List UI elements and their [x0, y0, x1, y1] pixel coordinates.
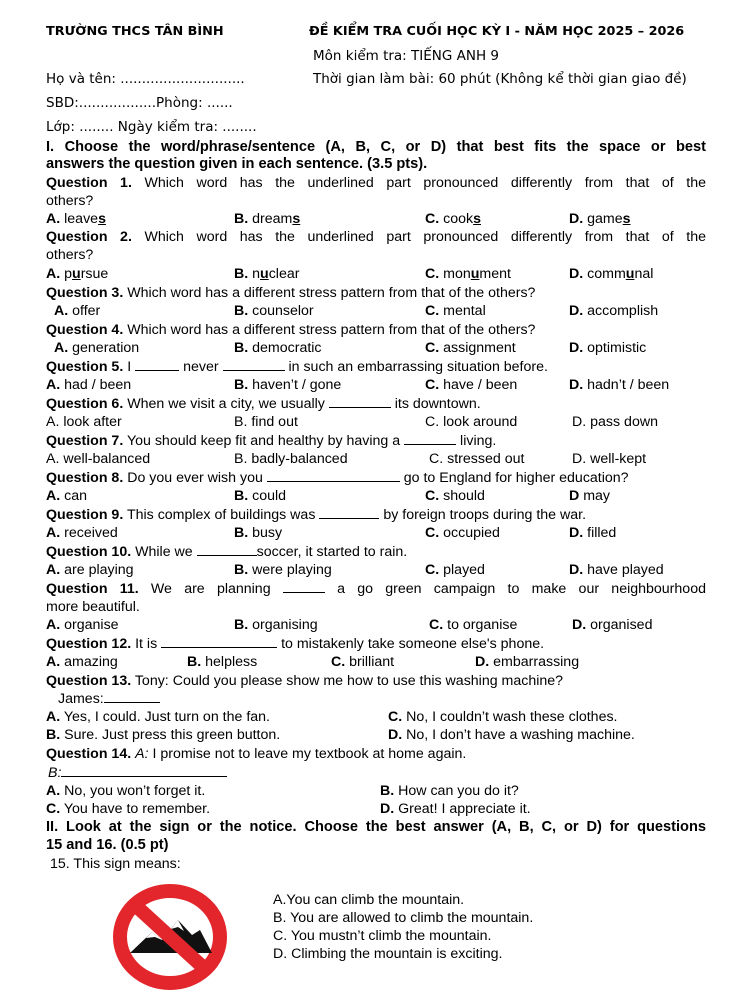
time-line: Thời gian làm bài: 60 phút (Không kể thời gian giao đề): [313, 71, 687, 87]
q8-option-b[interactable]: B. could: [234, 488, 287, 504]
q7-option-b[interactable]: B. badly-balanced: [234, 451, 348, 467]
blank: [135, 369, 179, 371]
q10-option-a[interactable]: A. are playing: [46, 562, 134, 578]
blank: [267, 480, 400, 482]
exam-title: ĐỀ KIỂM TRA CUỐI HỌC KỲ I - NĂM HỌC 2025 – 2026: [309, 24, 685, 39]
blank: [104, 701, 160, 703]
q9-option-a[interactable]: A. received: [46, 525, 118, 541]
q14-option-d[interactable]: D. Great! I appreciate it.: [380, 801, 531, 817]
question-5: Question 5. I never in such an embarrassing situation before.: [46, 359, 548, 375]
q2-option-c[interactable]: C. monument: [425, 266, 511, 282]
q15-option-b[interactable]: B. You are allowed to climb the mountain.: [273, 910, 534, 926]
class-field: Lớp: ........ Ngày kiểm tra: ........: [46, 119, 257, 135]
q7-option-c[interactable]: C. stressed out: [429, 451, 525, 467]
question-13-reply: James:: [58, 690, 718, 708]
blank: [329, 406, 391, 408]
q6-option-a[interactable]: A. look after: [46, 414, 122, 430]
q13-option-c[interactable]: C. No, I couldn’t wash these clothes.: [388, 709, 618, 725]
q1-option-d[interactable]: D. games: [569, 211, 631, 227]
question-7: Question 7. You should keep fit and healthy by having a living.: [46, 433, 497, 449]
q15-option-c[interactable]: C. You mustn’t climb the mountain.: [273, 928, 492, 944]
question-1: Question 1. Which word has the underlined part pronounced differently from that of the: [46, 175, 706, 191]
subject-line: Môn kiểm tra: TIẾNG ANH 9: [313, 48, 500, 64]
q1-option-c[interactable]: C. cooks: [425, 211, 481, 227]
q5-option-c[interactable]: C. have / been: [425, 377, 518, 393]
q6-option-d[interactable]: D. pass down: [572, 414, 658, 430]
q11-option-c[interactable]: C. to organise: [429, 617, 518, 633]
q5-option-b[interactable]: B. haven’t / gone: [234, 377, 342, 393]
q11-option-b[interactable]: B. organising: [234, 617, 318, 633]
section2-title-line1: II. Look at the sign or the notice. Choose the best answer (A, B, C, or D) for questions: [46, 819, 706, 835]
blank: [223, 369, 285, 371]
blank: [61, 775, 227, 777]
q4-option-d[interactable]: D. optimistic: [569, 340, 647, 356]
section1-title-line1: I. Choose the word/phrase/sentence (A, B, C, or D) that best fits the space or best: [46, 139, 706, 155]
q11-option-a[interactable]: A. organise: [46, 617, 119, 633]
q12-option-c[interactable]: C. brilliant: [331, 654, 395, 670]
q5-option-a[interactable]: A. had / been: [46, 377, 132, 393]
q10-option-d[interactable]: D. have played: [569, 562, 664, 578]
q8-option-c[interactable]: C. should: [425, 488, 485, 504]
q6-option-b[interactable]: B. find out: [234, 414, 298, 430]
q15-option-d[interactable]: D. Climbing the mountain is exciting.: [273, 946, 503, 962]
q9-option-b[interactable]: B. busy: [234, 525, 283, 541]
blank: [319, 517, 379, 519]
blank: [404, 443, 456, 445]
question-14: Question 14. A: I promise not to leave my textbook at home again.: [46, 746, 467, 762]
q14-option-b[interactable]: B. How can you do it?: [380, 783, 519, 799]
question-3: Question 3. Which word has a different stress pattern from that of the others?: [46, 285, 536, 301]
q13-option-d[interactable]: D. No, I don’t have a washing machine.: [388, 727, 635, 743]
q4-option-b[interactable]: B. democratic: [234, 340, 322, 356]
blank: [161, 646, 277, 648]
question-15: 15. This sign means:: [50, 856, 181, 872]
q2-option-a[interactable]: A. pursue: [46, 266, 109, 282]
q13-option-b[interactable]: B. Sure. Just press this green button.: [46, 727, 281, 743]
q2-option-d[interactable]: D. communal: [569, 266, 654, 282]
blank: [197, 554, 257, 556]
q12-option-a[interactable]: A. amazing: [46, 654, 118, 670]
question-4: Question 4. Which word has a different stress pattern from that of the others?: [46, 322, 536, 338]
q10-option-c[interactable]: C. played: [425, 562, 485, 578]
q12-option-d[interactable]: D. embarrassing: [475, 654, 580, 670]
question-9: Question 9. This complex of buildings was by foreign troops during the war.: [46, 507, 587, 523]
q3-option-d[interactable]: D. accomplish: [569, 303, 659, 319]
question-8: Question 8. Do you ever wish you go to England for higher education?: [46, 470, 629, 486]
question-14-reply: B:: [48, 764, 708, 782]
section1-title-line2: answers the question given in each sentence. (3.5 pts).: [46, 156, 428, 172]
q9-option-c[interactable]: C. occupied: [425, 525, 500, 541]
question-2: Question 2. Which word has the underlined part pronounced differently from that of the: [46, 229, 706, 245]
q4-option-a[interactable]: A. generation: [54, 340, 140, 356]
q1-option-a[interactable]: A. leaves: [46, 211, 106, 227]
question-1-cont: others?: [46, 193, 94, 209]
q8-option-d[interactable]: D may: [569, 488, 611, 504]
q15-option-a[interactable]: A.You can climb the mountain.: [273, 892, 465, 908]
q10-option-b[interactable]: B. were playing: [234, 562, 332, 578]
question-10: Question 10. While we soccer, it started to rain.: [46, 544, 408, 560]
q5-option-d[interactable]: D. hadn’t / been: [569, 377, 670, 393]
question-13: Question 13. Tony: Could you please show me how to use this washing machine?: [46, 673, 564, 689]
q14-option-c[interactable]: C. You have to remember.: [46, 801, 211, 817]
name-field: Họ và tên: .............................: [46, 71, 245, 87]
question-11: Question 11. We are planning a go green campaign to make our neighbourhood: [46, 581, 706, 597]
q1-option-b[interactable]: B. dreams: [234, 211, 301, 227]
q2-option-b[interactable]: B. nuclear: [234, 266, 300, 282]
blank: [283, 591, 325, 593]
q3-option-b[interactable]: B. counselor: [234, 303, 314, 319]
question-6: Question 6. When we visit a city, we usually its downtown.: [46, 396, 481, 412]
no-climbing-sign: [108, 883, 232, 991]
section2-title-line2: 15 and 16. (0.5 pt): [46, 837, 169, 853]
q4-option-c[interactable]: C. assignment: [425, 340, 516, 356]
q13-option-a[interactable]: A. Yes, I could. Just turn on the fan.: [46, 709, 270, 725]
q7-option-a[interactable]: A. well-balanced: [46, 451, 151, 467]
q7-option-d[interactable]: D. well-kept: [572, 451, 647, 467]
q8-option-a[interactable]: A. can: [46, 488, 88, 504]
q12-option-b[interactable]: B. helpless: [187, 654, 258, 670]
question-12: Question 12. It is to mistakenly take someone else's phone.: [46, 636, 545, 652]
question-2-cont: others?: [46, 247, 94, 263]
q6-option-c[interactable]: C. look around: [425, 414, 518, 430]
question-11-cont: more beautiful.: [46, 599, 140, 615]
q3-option-a[interactable]: A. offer: [54, 303, 101, 319]
q14-option-a[interactable]: A. No, you won’t forget it.: [46, 783, 206, 799]
q11-option-d[interactable]: D. organised: [572, 617, 653, 633]
school-name: TRƯỜNG THCS TÂN BÌNH: [46, 24, 224, 39]
sbd-field: SBD:..................Phòng: ......: [46, 95, 233, 111]
q9-option-d[interactable]: D. filled: [569, 525, 617, 541]
q3-option-c[interactable]: C. mental: [425, 303, 486, 319]
